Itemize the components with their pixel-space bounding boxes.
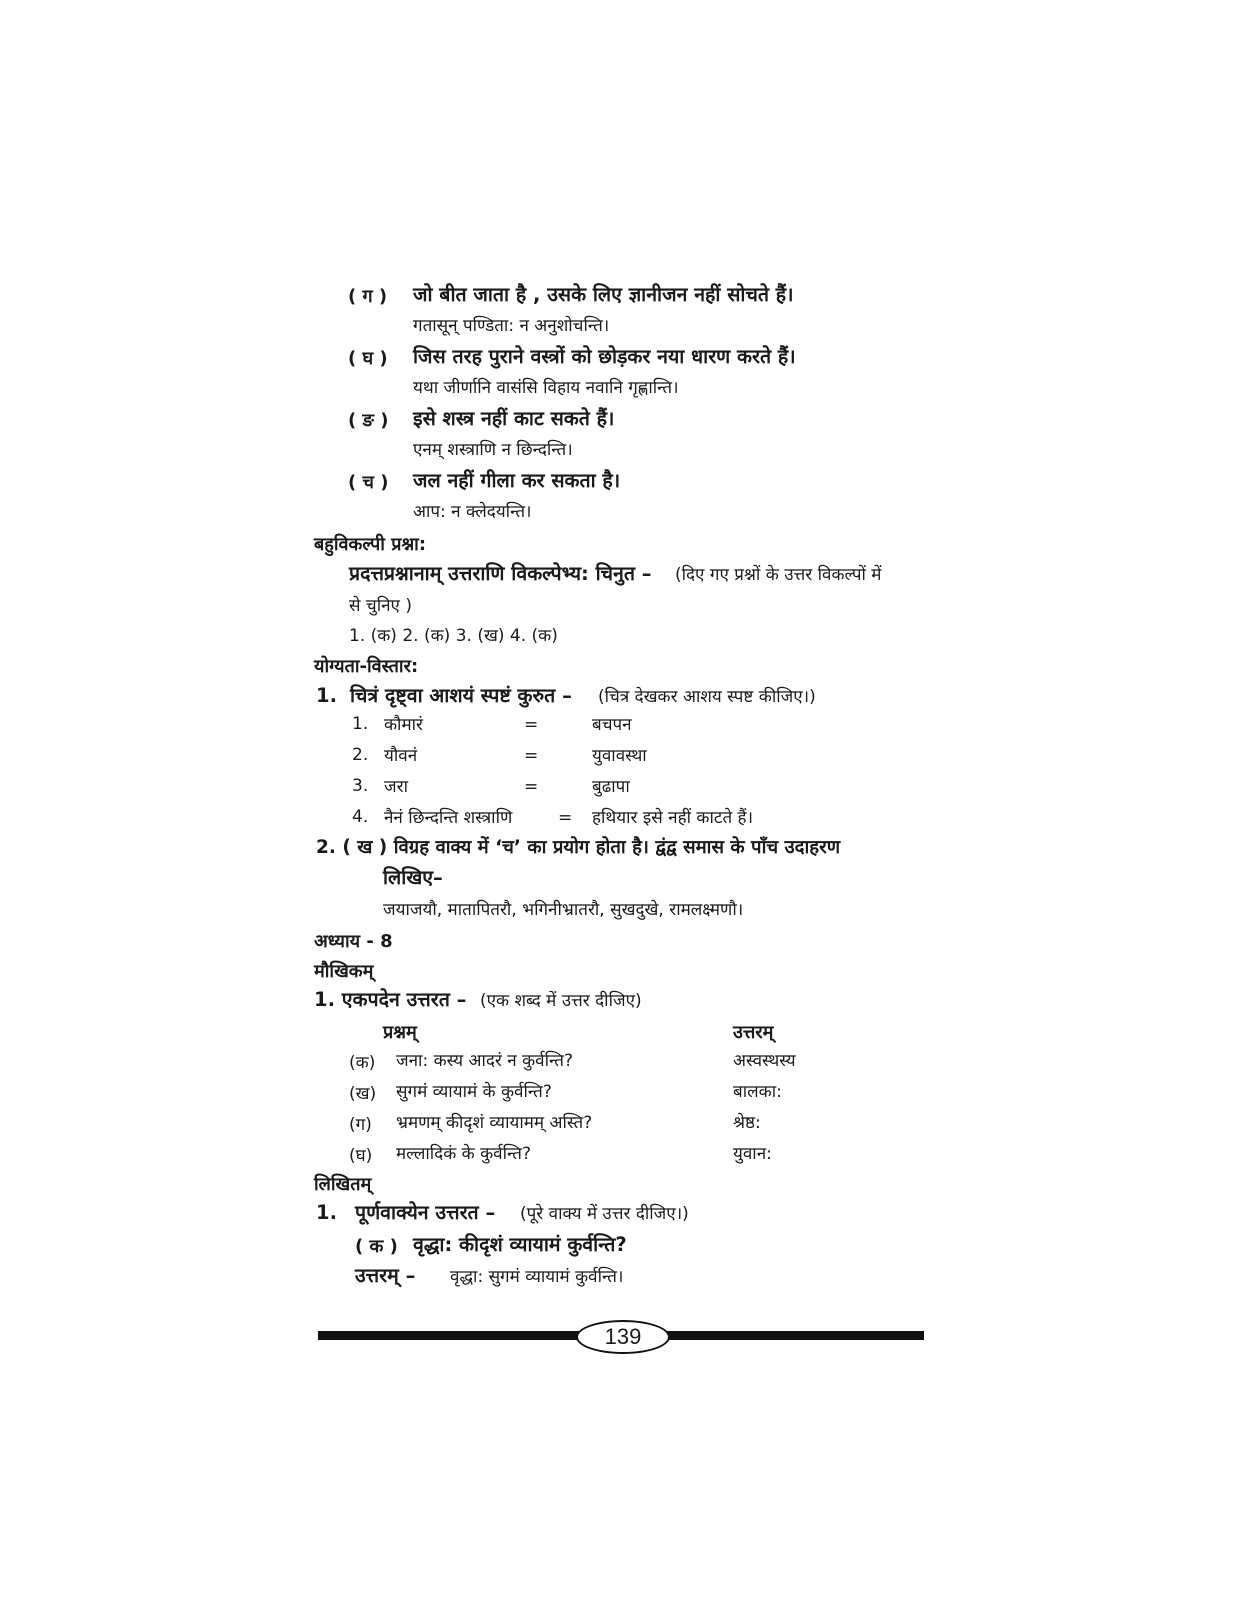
- mcq-answers: 1. (क) 2. (क) 3. (ख) 4. (क): [349, 626, 558, 646]
- likhit-heading: लिखितम्: [314, 1174, 372, 1195]
- meaning: बुढापा: [592, 777, 630, 797]
- row-label: (घ): [349, 1146, 373, 1166]
- chapter-title: अध्याय - 8: [314, 931, 393, 952]
- question-2-line2: लिखिए–: [383, 866, 443, 889]
- meaning: युवावस्था: [592, 746, 647, 766]
- term: जरा: [384, 777, 408, 797]
- column-header-answer: उत्तरम्: [733, 1022, 774, 1043]
- instruction-normal: (दिए गए प्रश्नों के उत्तर विकल्पों में: [675, 565, 882, 585]
- row-label: (ग): [349, 1115, 372, 1135]
- item-label: ( ङ ): [348, 410, 389, 431]
- question-2-answer: जयाजयौ, मातापितरौ, भगिनीभ्रातरौ, सुखदुखे, रामलक्ष्मणौ।: [383, 900, 744, 920]
- answer-text: एनम् शस्त्राणि न छिन्दन्ति।: [413, 440, 573, 460]
- question-2-line1: 2. ( ख ) विग्रह वाक्य में ‘च’ का प्रयोग होता है। द्वंद्व समास के पाँच उदाहरण: [316, 837, 841, 858]
- sub-question-label: ( क ): [355, 1236, 398, 1257]
- question-normal: (चित्र देखकर आशय स्पष्ट कीजिए।): [598, 687, 816, 707]
- section-heading: योग्यता-विस्तार:: [314, 656, 419, 677]
- row-answer: श्रेष्ठ:: [733, 1113, 761, 1133]
- question-number: 1.: [316, 1201, 337, 1224]
- question-number: 1.: [316, 684, 337, 707]
- column-header-question: प्रश्नम्: [383, 1022, 417, 1043]
- answer-text: वृद्धा: सुगमं व्यायामं कुर्वन्ति।: [450, 1267, 624, 1287]
- question-bold: पूर्णवाक्येन उत्तरत –: [355, 1201, 496, 1224]
- instruction-cont: से चुनिए ): [349, 596, 412, 616]
- row-question: भ्रमणम् कीदृशं व्यायामम् अस्ति?: [396, 1113, 593, 1133]
- answer-label: उत्तरम् –: [355, 1264, 416, 1287]
- question-bold: चित्रं दृष्ट्वा आशयं स्पष्टं कुरुत –: [350, 684, 572, 707]
- question-text: जो बीत जाता है , उसके लिए ज्ञानीजन नहीं सोचते हैं।: [413, 283, 794, 306]
- question-text: जिस तरह पुराने वस्त्रों को छोड़कर नया धारण करते हैं।: [413, 345, 796, 368]
- equals: =: [524, 746, 539, 766]
- answer-text: आप: न क्लेदयन्ति।: [413, 502, 532, 522]
- term: यौवनं: [384, 746, 418, 766]
- equals: =: [524, 777, 539, 797]
- page-number: 139: [576, 1320, 670, 1354]
- equals: =: [558, 808, 573, 828]
- row-question: मल्लादिकं के कुर्वन्ति?: [396, 1144, 531, 1164]
- meaning: हथियार इसे नहीं काटते हैं।: [592, 808, 754, 828]
- section-heading: बहुविकल्पी प्रश्ना:: [314, 534, 427, 555]
- meaning: बचपन: [592, 715, 632, 735]
- row-answer: बालका:: [733, 1082, 782, 1102]
- question-text: इसे शस्त्र नहीं काट सकते हैं।: [413, 407, 615, 430]
- item-label: ( ग ): [348, 286, 388, 307]
- question-normal: (पूरे वाक्य में उत्तर दीजिए।): [520, 1204, 689, 1224]
- row-number: 3.: [352, 776, 369, 796]
- question-bold: 1. एकपदेन उत्तरत –: [314, 988, 467, 1011]
- question-normal: (एक शब्द में उत्तर दीजिए): [480, 991, 642, 1011]
- answer-text: गतासून् पण्डिता: न अनुशोचन्ति।: [413, 316, 610, 336]
- row-label: (ख): [349, 1084, 377, 1104]
- maukhik-heading: मौखिकम्: [314, 961, 374, 982]
- row-question: जना: कस्य आदरं न कुर्वन्ति?: [396, 1051, 573, 1071]
- instruction-bold: प्रदत्तप्रश्नानाम् उत्तराणि विकल्पेभ्य: चिनुत –: [349, 562, 652, 585]
- item-label: ( घ ): [348, 348, 388, 369]
- sub-question-text: वृद्धा: कीदृशं व्यायामं कुर्वन्ति?: [413, 1233, 627, 1256]
- row-answer: अस्वस्थस्य: [733, 1051, 796, 1071]
- equals: =: [524, 715, 539, 735]
- answer-text: यथा जीर्णानि वासंसि विहाय नवानि गृह्णान्ति।: [413, 378, 679, 398]
- row-question: सुगमं व्यायामं के कुर्वन्ति?: [396, 1082, 552, 1102]
- item-label: ( च ): [348, 472, 389, 493]
- row-label: (क): [349, 1053, 376, 1073]
- term: कौमारं: [384, 715, 423, 735]
- row-answer: युवान:: [733, 1144, 772, 1164]
- row-number: 1.: [352, 714, 369, 734]
- row-number: 4.: [352, 807, 369, 827]
- question-text: जल नहीं गीला कर सकता है।: [413, 469, 621, 492]
- row-number: 2.: [352, 745, 369, 765]
- term: नैनं छिन्दन्ति शस्त्राणि: [384, 808, 513, 828]
